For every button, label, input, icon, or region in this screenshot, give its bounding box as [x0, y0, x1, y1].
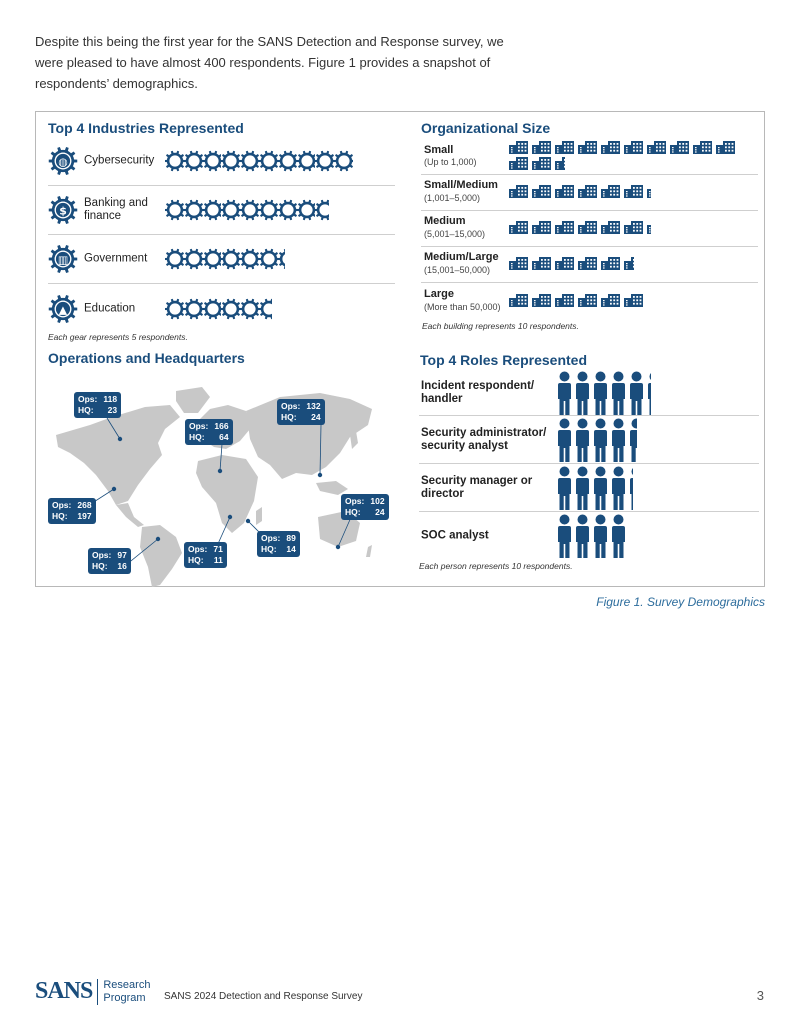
person-icon — [592, 371, 609, 415]
person-icon — [592, 418, 609, 462]
role-label: SOC analyst — [421, 529, 489, 542]
building-icon — [509, 140, 528, 154]
building-icon — [555, 184, 574, 198]
building-bar — [509, 184, 749, 198]
role-row — [419, 464, 759, 512]
person-icon — [628, 418, 637, 462]
building-note: Each building represents 10 respondents. — [422, 321, 579, 331]
ops-hq-tag: Ops: 97 HQ: 16 — [88, 548, 131, 574]
person-icon — [628, 466, 633, 510]
gear-icon — [315, 150, 334, 172]
ops-hq-tag: Ops: 268 HQ: 197 — [48, 498, 96, 524]
graduation-cap-gear-icon — [48, 294, 78, 324]
org-size-row — [421, 247, 758, 283]
svg-text:$: $ — [59, 204, 67, 218]
person-note: Each person represents 10 respondents. — [419, 561, 573, 571]
building-icon — [509, 220, 528, 234]
building-icon — [532, 256, 551, 270]
person-icon — [556, 418, 573, 462]
svg-text:▲: ▲ — [58, 302, 68, 316]
building-icon — [624, 293, 643, 307]
building-icon — [647, 184, 651, 198]
footer-title: SANS 2024 Detection and Response Survey — [164, 991, 363, 1002]
person-icon — [610, 418, 627, 462]
building-icon — [601, 140, 620, 154]
gear-icon — [240, 150, 259, 172]
building-bar — [509, 220, 749, 234]
industry-label: Government — [84, 252, 148, 265]
gear-icon — [278, 248, 286, 270]
world-map — [50, 377, 385, 587]
org-size-label: Medium — [424, 215, 466, 227]
gear-icon — [165, 298, 184, 320]
gear-icon — [165, 199, 184, 221]
building-icon — [716, 140, 735, 154]
globe-gear-icon — [48, 146, 78, 176]
gear-icon — [203, 248, 222, 270]
gear-icon — [297, 150, 316, 172]
gear-icon — [297, 199, 316, 221]
gear-icon — [240, 298, 259, 320]
role-label: Security administrator/ security analyst — [421, 426, 547, 452]
building-icon — [624, 184, 643, 198]
role-label: Security manager or director — [421, 474, 533, 500]
gear-icon — [165, 248, 184, 270]
svg-text:▥: ▥ — [57, 253, 69, 267]
building-icon — [555, 220, 574, 234]
building-icon — [601, 184, 620, 198]
org-size-range: (More than 50,000) — [424, 302, 501, 312]
page-number: 3 — [756, 988, 764, 1003]
ops-hq-tag: Ops: 71 HQ: 11 — [184, 542, 227, 568]
building-icon — [532, 184, 551, 198]
building-icon — [601, 220, 620, 234]
building-icon — [509, 293, 528, 307]
ops-hq-tag: Ops: 132 HQ: 24 — [277, 399, 325, 425]
building-icon — [624, 256, 634, 270]
industry-row — [48, 137, 395, 186]
gear-icon — [221, 248, 240, 270]
building-icon — [624, 220, 643, 234]
industry-row — [48, 186, 395, 235]
gear-icon — [259, 150, 278, 172]
building-icon — [509, 156, 528, 170]
industry-label: Banking and finance — [84, 197, 148, 222]
building-icon — [647, 220, 651, 234]
gear-bar — [165, 150, 353, 172]
org-size-range: (15,001–50,000) — [424, 265, 491, 275]
building-icon — [555, 256, 574, 270]
gear-icon — [203, 298, 222, 320]
building-icon — [670, 140, 689, 154]
person-icon — [628, 371, 645, 415]
ops-hq-tag: Ops: 166 HQ: 64 — [185, 419, 233, 445]
building-icon — [555, 156, 565, 170]
sans-logo — [35, 978, 150, 1005]
gear-icon — [184, 248, 203, 270]
people-bar — [556, 371, 651, 415]
gear-bar — [165, 298, 272, 320]
roles-title: Top 4 Roles Represented — [420, 352, 588, 368]
person-icon — [592, 466, 609, 510]
building-icon — [532, 140, 551, 154]
people-bar — [556, 418, 637, 462]
building-icon — [578, 256, 597, 270]
org-size-label: Small — [424, 144, 454, 156]
org-size-row — [421, 138, 758, 175]
person-icon — [574, 371, 591, 415]
org-size-row — [421, 283, 758, 319]
ops-hq-tag: Ops: 89 HQ: 14 — [257, 531, 300, 557]
gear-icon — [221, 150, 240, 172]
building-icon — [509, 256, 528, 270]
org-size-label: Large — [424, 288, 454, 300]
logo-text: Research Program — [103, 978, 151, 1004]
figure-caption: Figure 1. Survey Demographics — [596, 595, 765, 609]
building-gear-icon — [48, 244, 78, 274]
building-icon — [532, 220, 551, 234]
role-row — [419, 416, 759, 464]
gear-icon — [184, 199, 203, 221]
gear-icon — [221, 298, 240, 320]
building-icon — [601, 293, 620, 307]
gear-icon — [278, 199, 297, 221]
logo-divider — [97, 979, 98, 1005]
ops-hq-tag: Ops: 118 HQ: 23 — [74, 392, 121, 418]
org-size-range: (Up to 1,000) — [424, 157, 477, 167]
ops-hq-tag: Ops: 102 HQ: 24 — [341, 494, 389, 520]
org-size-title: Organizational Size — [421, 120, 551, 136]
person-icon — [574, 466, 591, 510]
building-icon — [532, 156, 551, 170]
role-row — [419, 512, 759, 560]
building-icon — [693, 140, 712, 154]
operations-title: Operations and Headquarters — [48, 350, 245, 366]
svg-text:◍: ◍ — [58, 155, 68, 169]
gear-icon — [184, 298, 203, 320]
building-icon — [509, 184, 528, 198]
industry-label: Education — [84, 302, 136, 314]
org-size-row — [421, 175, 758, 211]
gear-icon — [203, 199, 222, 221]
role-row — [419, 370, 759, 416]
gear-icon — [165, 150, 184, 172]
building-icon — [532, 293, 551, 307]
person-icon — [610, 466, 627, 510]
org-size-range: (5,001–15,000) — [424, 229, 486, 239]
building-bar — [509, 256, 749, 270]
intro-paragraph: Despite this being the first year for the SANS Detection and Response survey, we were pleased to have almost 400 respondents. Figure 1 provides a snapshot of respondents’ demographics. — [35, 34, 504, 91]
person-icon — [556, 466, 573, 510]
building-icon — [647, 140, 666, 154]
org-size-label: Medium/Large — [424, 251, 499, 263]
gear-icon — [240, 248, 259, 270]
people-bar — [556, 514, 627, 558]
gear-icon — [259, 199, 278, 221]
role-label: Incident respondent/ handler — [421, 379, 535, 405]
gear-icon — [259, 248, 278, 270]
industry-row — [48, 235, 395, 284]
demographics-figure — [35, 111, 765, 587]
org-size-range: (1,001–5,000) — [424, 193, 481, 203]
org-size-label: Small/Medium — [424, 179, 498, 191]
person-icon — [610, 514, 627, 558]
gear-icon — [184, 150, 203, 172]
people-bar — [556, 466, 633, 510]
building-bar — [509, 140, 749, 170]
gear-icon — [240, 199, 259, 221]
org-size-row — [421, 211, 758, 247]
gear-icon — [221, 199, 240, 221]
person-icon — [610, 371, 627, 415]
industries-title: Top 4 Industries Represented — [48, 120, 244, 136]
industry-label: Cybersecurity — [84, 154, 155, 167]
building-icon — [578, 184, 597, 198]
building-bar — [509, 293, 749, 307]
building-icon — [555, 293, 574, 307]
person-icon — [556, 371, 573, 415]
building-icon — [601, 256, 620, 270]
building-icon — [555, 140, 574, 154]
person-icon — [646, 371, 651, 415]
person-icon — [592, 514, 609, 558]
gear-bar — [165, 248, 285, 270]
building-icon — [578, 293, 597, 307]
person-icon — [574, 418, 591, 462]
industry-row — [48, 284, 395, 333]
building-icon — [624, 140, 643, 154]
person-icon — [574, 514, 591, 558]
building-icon — [578, 140, 597, 154]
dollar-gear-icon — [48, 195, 78, 225]
logo-mark: SANS — [35, 978, 93, 1004]
gear-icon — [203, 150, 222, 172]
person-icon — [556, 514, 573, 558]
gear-icon — [278, 150, 297, 172]
gear-note: Each gear represents 5 respondents. — [48, 332, 188, 342]
gear-icon — [259, 298, 272, 320]
gear-bar — [165, 199, 329, 221]
gear-icon — [315, 199, 328, 221]
building-icon — [578, 220, 597, 234]
gear-icon — [334, 150, 353, 172]
